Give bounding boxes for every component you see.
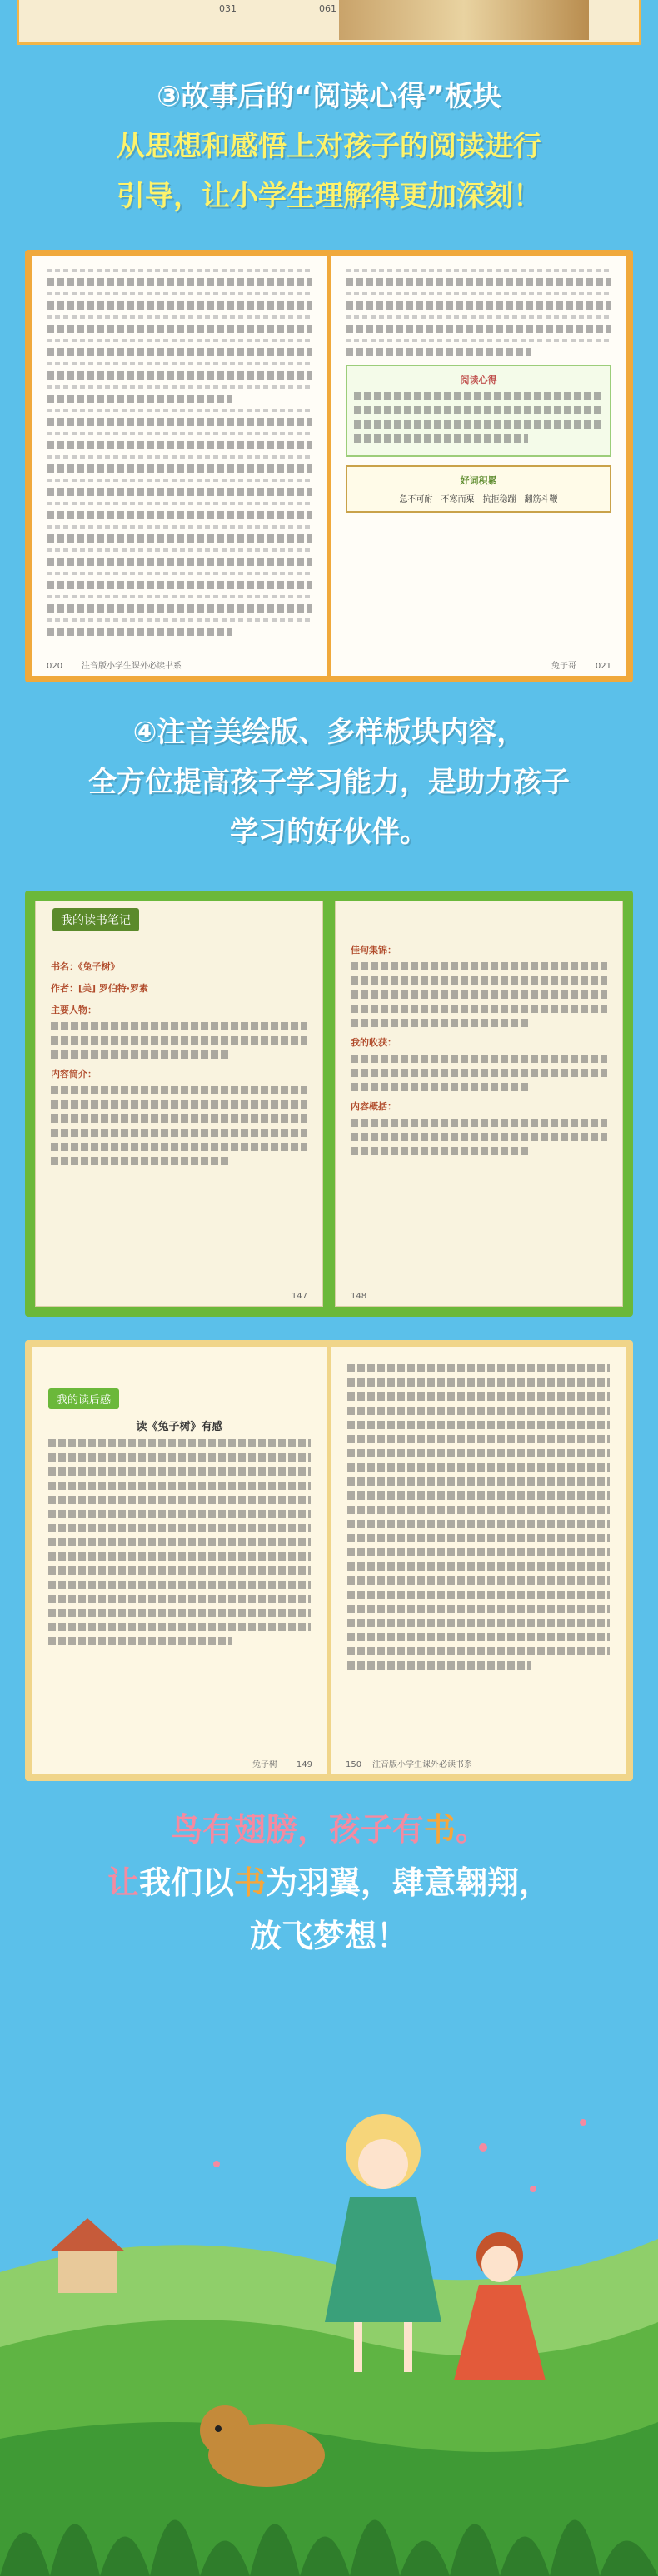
slogan-line2: 让我们以书为羽翼，肆意翱翔， bbox=[107, 1864, 551, 1901]
girl-face bbox=[358, 2139, 408, 2189]
box-title: 阅读心得 bbox=[460, 375, 497, 385]
petal bbox=[530, 2186, 536, 2192]
word-tag: 好词积累 bbox=[460, 475, 497, 486]
page-number: 148 bbox=[351, 1292, 367, 1301]
right-page bbox=[331, 256, 626, 676]
page-number: 031 bbox=[219, 3, 237, 14]
left-page bbox=[32, 1347, 327, 1774]
illustration bbox=[339, 0, 589, 40]
slogan-line1: 鸟有翅膀，孩子有书。 bbox=[170, 1811, 488, 1848]
note-section: 我的收获： bbox=[351, 1037, 396, 1048]
children-running-illustration bbox=[0, 2072, 658, 2576]
reflection-title: 读《兔子树》有感 bbox=[136, 1421, 223, 1433]
good-words-box bbox=[346, 465, 611, 513]
right-page bbox=[335, 901, 623, 1307]
section4-line3: 学习的好伙伴。 bbox=[230, 816, 428, 849]
page-number: 147 bbox=[291, 1292, 307, 1301]
section3-line3: 引导，让小学生理解得更加深刻！ bbox=[117, 180, 541, 213]
book-spread-notebook bbox=[25, 891, 633, 1317]
reflection-badge: 我的读后感 bbox=[48, 1388, 119, 1409]
page-number: 020 bbox=[47, 662, 63, 671]
word-chip: 急不可耐 bbox=[399, 495, 433, 504]
note-section: 内容概括： bbox=[351, 1101, 396, 1112]
left-page bbox=[32, 256, 327, 676]
note-section: 作者：[美] 罗伯特·罗素 bbox=[51, 983, 149, 994]
notebook-tab: 我的读书笔记 bbox=[52, 908, 139, 931]
note-section: 佳句集锦： bbox=[351, 945, 396, 955]
section3-line1: ③故事后的“阅读心得”板块 bbox=[157, 80, 501, 113]
word-chip: 抗拒稳蹦 bbox=[482, 495, 516, 504]
note-section: 书名：《兔子树》 bbox=[51, 961, 120, 972]
word-chip: 翻筋斗鞭 bbox=[524, 495, 558, 504]
footer-text: 注音版小学生课外必读书系 bbox=[82, 662, 182, 671]
reading-insight-box bbox=[346, 365, 611, 457]
book-spread-reflection bbox=[25, 1340, 633, 1781]
petal bbox=[213, 2161, 220, 2167]
section4-line2: 全方位提高孩子学习能力，是助力孩子 bbox=[88, 766, 570, 799]
girl2-face bbox=[481, 2246, 518, 2282]
footer-text: 兔子树 bbox=[252, 1760, 277, 1769]
page-number: 149 bbox=[296, 1760, 312, 1769]
petal bbox=[479, 2143, 487, 2152]
previous-spread-strip bbox=[17, 0, 641, 45]
word-chips bbox=[354, 492, 603, 504]
meadow-scene bbox=[0, 2072, 658, 2576]
book-spread-reading-notes bbox=[25, 250, 633, 682]
note-section: 主要人物： bbox=[51, 1005, 97, 1015]
word-chip: 不寒而栗 bbox=[441, 495, 475, 504]
petal bbox=[580, 2119, 586, 2126]
slogan-line3: 放飞梦想！ bbox=[249, 1918, 408, 1954]
section3-line2: 从思想和感悟上对孩子的阅读进行 bbox=[117, 130, 541, 163]
page-number: 021 bbox=[595, 662, 611, 671]
footer-text: 兔子哥 bbox=[551, 662, 576, 671]
left-page bbox=[35, 901, 323, 1307]
note-section: 内容简介： bbox=[51, 1069, 97, 1080]
footer-text: 注音版小学生课外必读书系 bbox=[372, 1760, 472, 1769]
section4-line1: ④注音美绘版、多样板块内容， bbox=[132, 716, 526, 749]
page-number: 061 bbox=[319, 3, 336, 14]
right-page bbox=[331, 1347, 626, 1774]
page-number: 150 bbox=[346, 1760, 362, 1769]
